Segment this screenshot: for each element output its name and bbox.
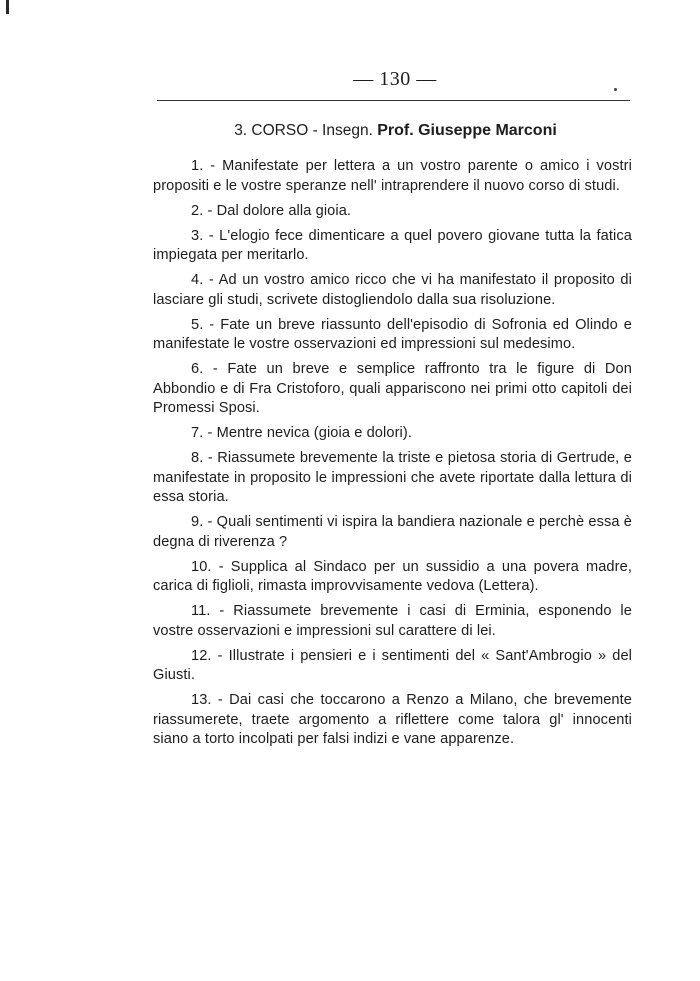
header-rule xyxy=(157,100,630,101)
course-label: 3. CORSO - Insegn. xyxy=(234,122,373,139)
topic-number: 10. - xyxy=(191,558,224,575)
topic-text: Ad un vostro amico ricco che vi ha manifestato il proposito di lasciare gli studi, scrivete distogliendolo dalla sua risoluzione. xyxy=(153,272,632,308)
topic-number: 6. - xyxy=(191,361,218,377)
topic-item xyxy=(153,513,632,552)
topic-number: 2. - xyxy=(191,202,213,219)
scan-mark xyxy=(6,0,9,14)
topic-text: Mentre nevica (gioia e dolori). xyxy=(216,425,412,441)
topic-text: Fate un breve e semplice raffronto tra le figure di Don Abbondio e di Fra Cristoforo, quali appariscono nei primi otto capitoli dei Promessi Sposi. xyxy=(153,361,632,416)
topic-item xyxy=(153,424,632,444)
topic-number: 1. - xyxy=(191,158,216,174)
topic-text: Fate un breve riassunto dell'episodio di Sofronia ed Olindo e manifestate le vostre osservazioni ed impressioni sul medesimo. xyxy=(153,316,632,352)
topic-text: Illustrate i pensieri e i sentimenti del « Sant'Ambrogio » del Giusti. xyxy=(153,647,633,683)
topic-item xyxy=(153,316,632,355)
topic-number: 3. - xyxy=(191,227,214,244)
topic-number: 7. - xyxy=(191,425,213,441)
topic-number: 12. - xyxy=(191,647,223,664)
topic-number: 8. - xyxy=(191,450,213,466)
topic-text: Supplica al Sindaco per un sussidio a una povera madre, carica di figlioli, rimasta improvvisamente vedova (Lettera). xyxy=(153,558,632,594)
topic-text: Quali sentimenti vi ispira la bandiera nazionale e perchè essa è degna di riverenza ? xyxy=(153,514,632,550)
topic-item xyxy=(153,360,632,419)
topic-item xyxy=(153,227,632,266)
topic-text: Riassumete brevemente la triste e pietosa storia di Gertrude, e manifestate in proposito le impressioni che avete riportate dalla lettura di essa storia. xyxy=(153,450,633,505)
topic-number: 13. - xyxy=(191,692,223,708)
page-number: — 130 — xyxy=(353,68,437,90)
topic-text: Dai casi che toccarono a Renzo a Milano, che brevemente riassumerete, traete argomento a riflettere come talora gl' innocenti siano a torto incolpati per falsi indizi e vane apparenze. xyxy=(153,692,633,747)
topic-item xyxy=(153,271,632,310)
topic-item xyxy=(153,157,632,196)
topic-item xyxy=(153,558,632,597)
topic-item xyxy=(153,202,632,222)
essay-topic-list xyxy=(153,157,632,755)
topic-item xyxy=(153,449,632,508)
topic-text: L'elogio fece dimenticare a quel povero giovane tutta la fatica impiegata per meritarlo. xyxy=(153,227,632,263)
section-heading xyxy=(0,122,700,140)
topic-text: Manifestate per lettera a un vostro parente o amico i vostri propositi e le vostre speranze nell' intraprendere il nuovo corso di studi. xyxy=(153,158,632,194)
topic-item xyxy=(153,691,632,750)
topic-number: 11. - xyxy=(191,603,225,619)
teacher-name: Prof. Giuseppe Marconi xyxy=(377,122,557,139)
topic-text: Riassumete brevemente i casi di Erminia, esponendo le vostre osservazioni e impressioni sul carattere di lei. xyxy=(153,603,632,639)
topic-item xyxy=(153,602,632,641)
topic-number: 9. - xyxy=(191,514,213,530)
topic-number: 5. - xyxy=(191,316,215,333)
topic-text: Dal dolore alla gioia. xyxy=(216,202,352,219)
topic-number: 4. - xyxy=(191,272,214,288)
topic-item xyxy=(153,647,632,686)
